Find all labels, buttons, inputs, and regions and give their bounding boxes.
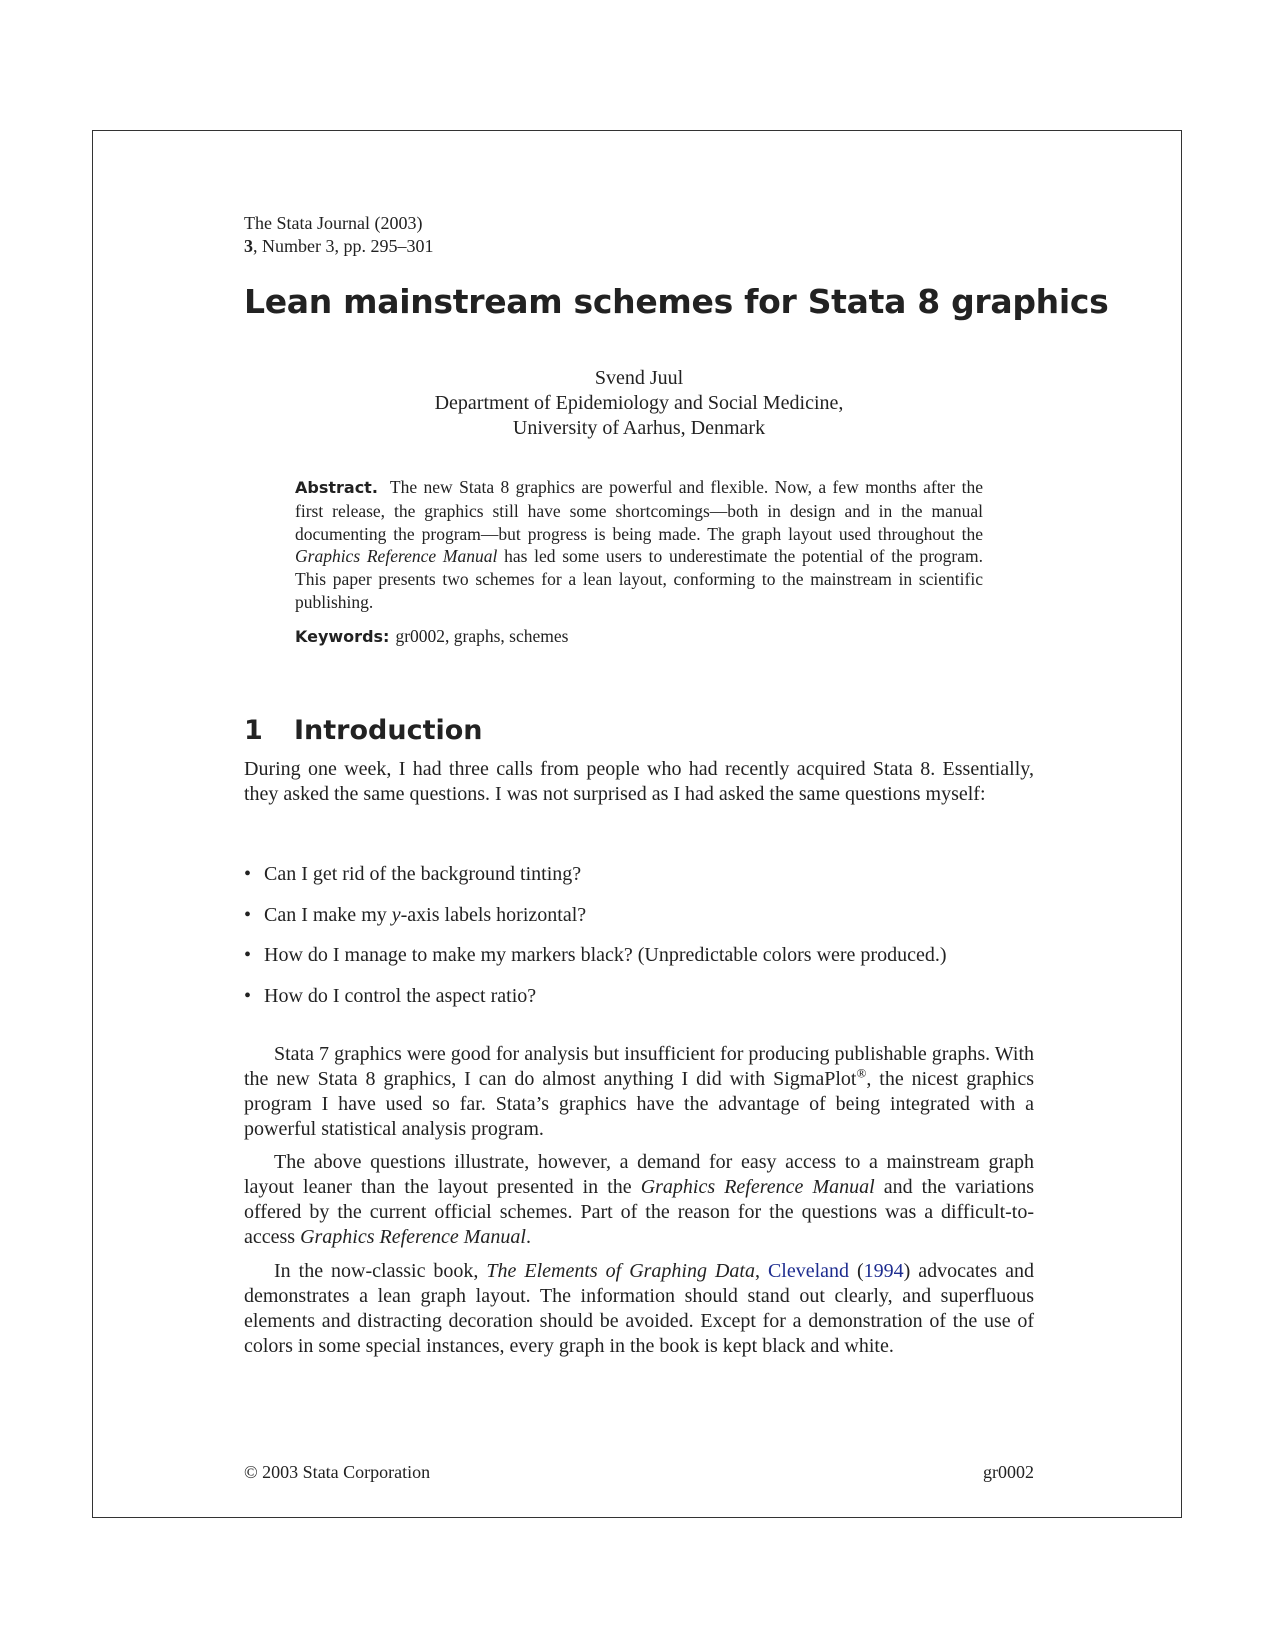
- author-name: Svend Juul: [594, 367, 684, 389]
- author-affiliation-1: Department of Epidemiology and Social Medicine,: [434, 392, 844, 414]
- para4-text-2: ,: [754, 1260, 768, 1282]
- abstract-label: Abstract.: [295, 478, 378, 497]
- paragraph-stata7: [244, 1042, 1034, 1142]
- section-heading-introduction: [244, 715, 483, 746]
- abstract-text-1: The new Stata 8 graphics are powerful and flexible. Now, a few months after the first release, the graphics still have some shortcomings—both in design and in the manual documenting the program—but progress is being made. The graph layout used throughout the: [295, 477, 983, 544]
- abstract-manual-title: Graphics Reference Manual: [295, 546, 498, 567]
- bullet-item: [244, 903, 1034, 928]
- bullet-text: Can I get rid of the background tinting?: [264, 863, 582, 885]
- book-title: The Elements of Graphing Data: [486, 1260, 755, 1282]
- para3-text-2: and the variations offered by the current official schemes. Part of the reason for the questions was a difficult-to-access: [244, 1176, 1034, 1248]
- bullet-item: [244, 862, 1034, 887]
- bullet-text: How do I control the aspect ratio?: [264, 985, 537, 1007]
- para3-manual-title-1: Graphics Reference Manual: [640, 1176, 875, 1198]
- paragraph-cleveland: [244, 1259, 1034, 1359]
- para3-manual-title-2: Graphics Reference Manual: [300, 1226, 526, 1248]
- bullet-text-italic: y: [391, 904, 401, 926]
- copyright-notice: © 2003 Stata Corporation: [244, 1462, 431, 1482]
- paragraph-questions: [244, 1150, 1034, 1250]
- para2-text-2: , the nicest graphics program I have used so far. Stata’s graphics have the advantage of being integrated with a powerful statistical analysis program.: [244, 1068, 1034, 1140]
- para2-text-1: Stata 7 graphics were good for analysis but insufficient for producing publishable graphs. With the new Stata 8 graphics, I can do almost anything I did with SigmaPlot: [244, 1043, 1034, 1090]
- para3-text-1: The above questions illustrate, however, a demand for easy access to a mainstream graph layout leaner than the layout presented in the: [244, 1151, 1034, 1198]
- para4-text-1: In the now-classic book,: [274, 1260, 487, 1282]
- keywords-label: Keywords:: [295, 627, 390, 646]
- bullet-dot: •: [244, 985, 252, 1007]
- bullet-dot: •: [244, 863, 252, 885]
- bullet-text-pre: Can I make my: [264, 904, 392, 926]
- journal-volume-line: [244, 235, 433, 258]
- bullet-text-post: -axis labels horizontal?: [400, 904, 587, 926]
- para4-text-3: (: [849, 1260, 864, 1282]
- citation-author-link[interactable]: Cleveland: [767, 1260, 850, 1282]
- abstract-text-2: has led some users to underestimate the potential of the program. This paper presents two schemes for a lean layout, conforming to the mainstream in scientific publishing.: [295, 546, 983, 612]
- bullet-text: How do I manage to make my markers black? (Unpredictable colors were produced.): [264, 944, 947, 966]
- keywords-text: gr0002, graphs, schemes: [395, 626, 569, 646]
- section-number: 1: [244, 715, 263, 746]
- author-affiliation-2: University of Aarhus, Denmark: [512, 417, 766, 439]
- author-block: [244, 366, 1034, 441]
- page-footer: [244, 1462, 1034, 1483]
- citation-year-link[interactable]: 1994: [863, 1260, 904, 1282]
- intro-paragraph: During one week, I had three calls from people who had recently acquired Stata 8. Essentially, they asked the same questions. I was not surprised as I had asked the same questions myself:: [244, 758, 1034, 805]
- bullet-dot: •: [244, 944, 252, 966]
- article-code: gr0002: [983, 1462, 1034, 1482]
- bullet-dot: •: [244, 904, 252, 926]
- paper-title: Lean mainstream schemes for Stata 8 graphics: [244, 282, 1109, 321]
- section-title: Introduction: [294, 715, 483, 746]
- registered-mark: ®: [856, 1065, 867, 1081]
- bullet-item: [244, 943, 1034, 968]
- volume-number: 3: [244, 236, 253, 256]
- issue-pages: , Number 3, pp. 295–301: [253, 236, 434, 256]
- para4-text-4: ) advocates and demonstrates a lean graph layout. The information should stand out clearly, and superfluous elements and distracting decoration should be avoided. Except for a demonstration of the use of colors in some special instances, every graph in the book is kept black and white.: [244, 1260, 1035, 1357]
- keywords: [295, 625, 983, 648]
- para3-text-3: .: [525, 1226, 531, 1248]
- abstract: [295, 476, 983, 614]
- journal-header: [244, 212, 433, 258]
- bullet-item: [244, 984, 1034, 1009]
- journal-name: The Stata Journal (2003): [244, 213, 423, 233]
